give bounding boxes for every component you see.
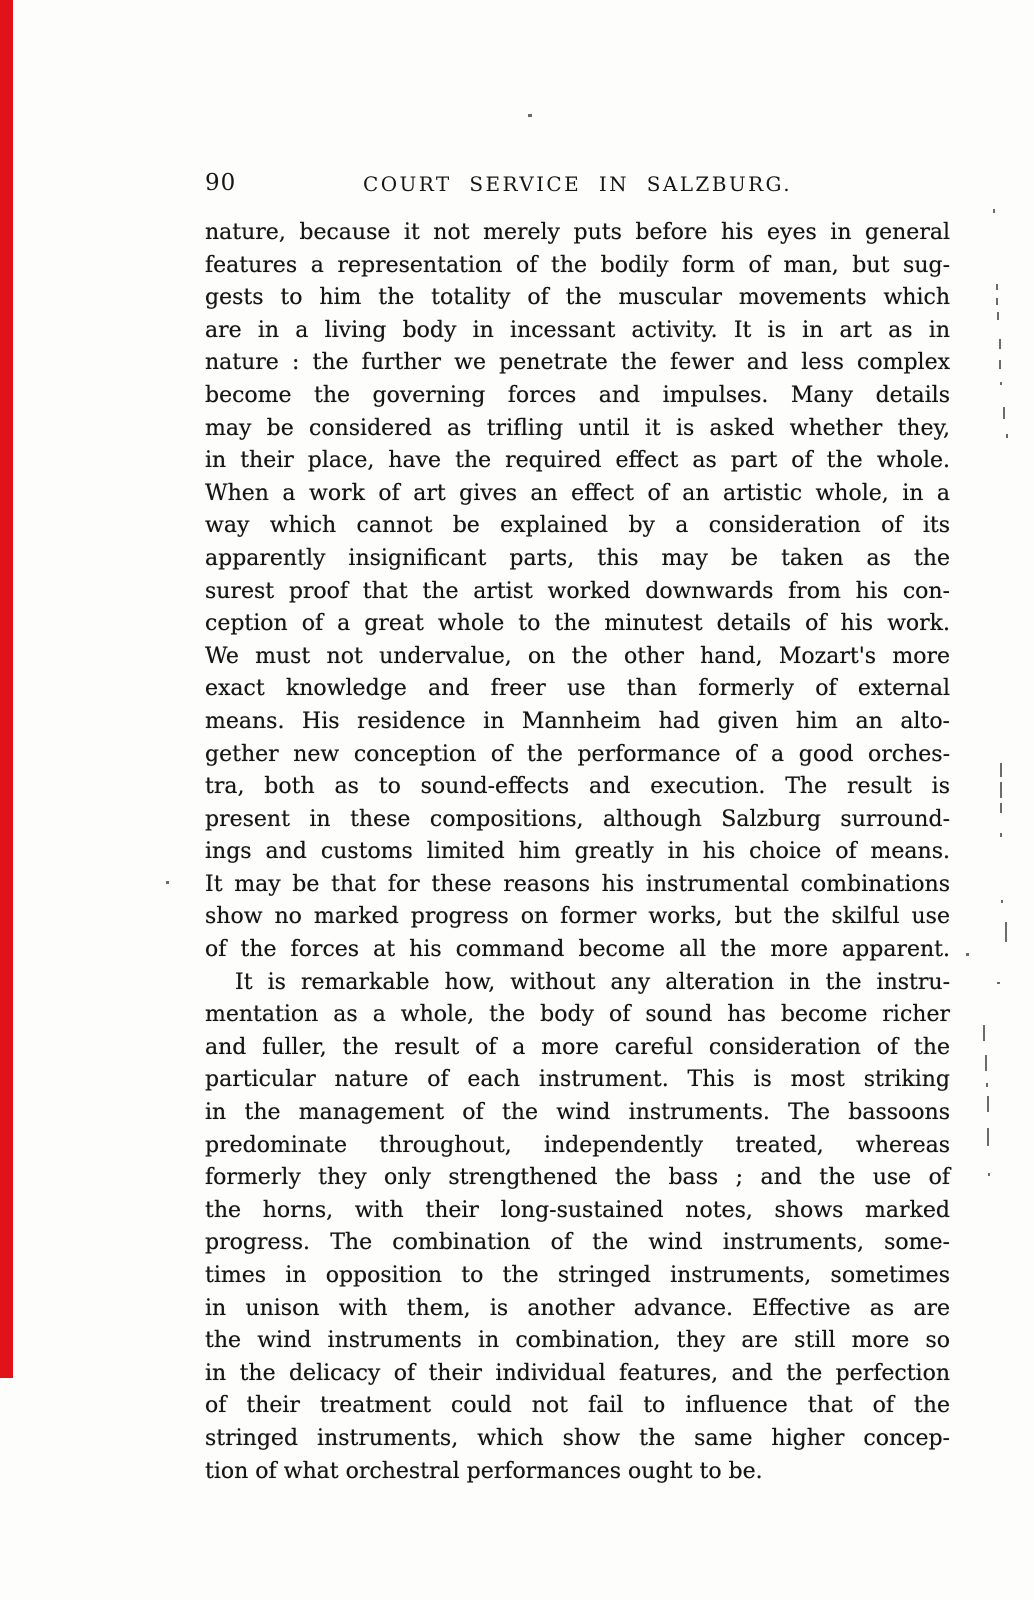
text-line: surest proof that the artist worked downwards from his con- — [205, 578, 950, 604]
text-line: ings and customs limited him greatly in his choice of means. — [205, 839, 950, 865]
text-line: mentation as a whole, the body of sound has become richer — [205, 1002, 950, 1028]
running-title: COURT SERVICE IN SALZBURG. — [363, 172, 792, 196]
scan-speck — [983, 1025, 985, 1041]
scan-speck — [1001, 900, 1003, 903]
scan-speck — [996, 284, 998, 290]
text-line: gether new conception of the performance of a good orches- — [205, 741, 950, 767]
scan-speck — [997, 312, 999, 320]
text-line: ception of a great whole to the minutest details of his work. — [205, 611, 950, 637]
scan-speck — [528, 114, 532, 117]
scan-speck — [166, 881, 169, 884]
scan-speck — [1000, 382, 1002, 385]
text-line: present in these compositions, although Salzburg surround- — [205, 806, 950, 832]
text-line: features a representation of the bodily form of man, but sug- — [205, 252, 950, 278]
scan-speck — [1000, 763, 1002, 777]
text-line: the horns, with their long-sustained notes, shows marked — [205, 1197, 950, 1223]
text-line: apparently insignificant parts, this may be taken as the — [205, 545, 950, 571]
scan-speck — [996, 298, 998, 305]
scan-speck — [1006, 434, 1008, 438]
scan-speck — [987, 1096, 989, 1112]
scan-speck — [997, 982, 1000, 984]
scan-speck — [1000, 803, 1002, 813]
text-line: and fuller, the result of a more careful consideration of the — [205, 1034, 950, 1060]
page-number: 90 — [205, 170, 237, 196]
text-line: formerly they only strengthened the bass ; and the use of — [205, 1165, 950, 1191]
text-line: in the management of the wind instruments. The bassoons — [205, 1100, 950, 1126]
scan-speck — [1000, 833, 1002, 837]
text-line: in their place, have the required effect as part of the whole. — [205, 448, 950, 474]
text-line: It may be that for these reasons his instrumental combinations — [205, 871, 950, 897]
text-line: stringed instruments, which show the same higher concep- — [205, 1425, 950, 1451]
scan-speck — [1005, 922, 1007, 942]
scan-speck — [985, 1055, 987, 1071]
text-line: tra, both as to sound-effects and execution. The result is — [205, 774, 950, 800]
scan-speck — [988, 1173, 990, 1176]
scan-speck — [1003, 407, 1005, 419]
text-line: in the delicacy of their individual features, and the perfection — [205, 1360, 950, 1386]
text-line: particular nature of each instrument. This is most striking — [205, 1067, 950, 1093]
scan-speck — [986, 1083, 988, 1087]
text-line: It is remarkable how, without any alteration in the instru- — [235, 969, 950, 995]
text-line: times in opposition to the stringed instruments, sometimes — [205, 1263, 950, 1288]
text-line: show no marked progress on former works, but the skilful use — [205, 904, 950, 930]
text-line: We must not undervalue, on the other hand, Mozart's more — [205, 643, 950, 669]
text-line: tion of what orchestral performances ought to be. — [205, 1458, 763, 1484]
text-line: means. His residence in Mannheim had given him an alto- — [205, 708, 950, 734]
red-book-edge-strip — [0, 0, 13, 1378]
text-line: When a work of art gives an effect of an artistic whole, in a — [205, 480, 950, 506]
scan-speck — [999, 339, 1001, 349]
scan-speck — [999, 360, 1001, 369]
text-line: become the governing forces and impulses. Many details — [205, 382, 950, 408]
text-line: the wind instruments in combination, they are still more so — [205, 1328, 950, 1354]
text-line: predominate throughout, independently treated, whereas — [205, 1132, 950, 1158]
text-line: exact knowledge and freer use than formerly of external — [205, 676, 950, 702]
text-line: are in a living body in incessant activity. It is in art as in — [205, 317, 950, 343]
scan-speck — [1000, 782, 1002, 798]
text-line: may be considered as trifling until it is asked whether they, — [205, 415, 950, 441]
text-line: way which cannot be explained by a consideration of its — [205, 513, 950, 539]
text-line: nature : the further we penetrate the fewer and less complex — [205, 350, 950, 376]
text-line: of the forces at his command become all the more apparent. — [205, 937, 950, 963]
text-line: of their treatment could not fail to influence that of the — [205, 1393, 950, 1419]
text-line: progress. The combination of the wind instruments, some- — [205, 1230, 950, 1256]
scan-speck — [987, 1128, 989, 1146]
scan-speck — [993, 209, 995, 213]
text-line: in unison with them, is another advance. Effective as are — [205, 1295, 950, 1321]
body-text-block — [205, 217, 950, 1488]
scan-speck — [966, 953, 969, 956]
text-line: nature, because it not merely puts before his eyes in general — [205, 220, 950, 245]
text-line: gests to him the totality of the muscular movements which — [205, 285, 950, 311]
